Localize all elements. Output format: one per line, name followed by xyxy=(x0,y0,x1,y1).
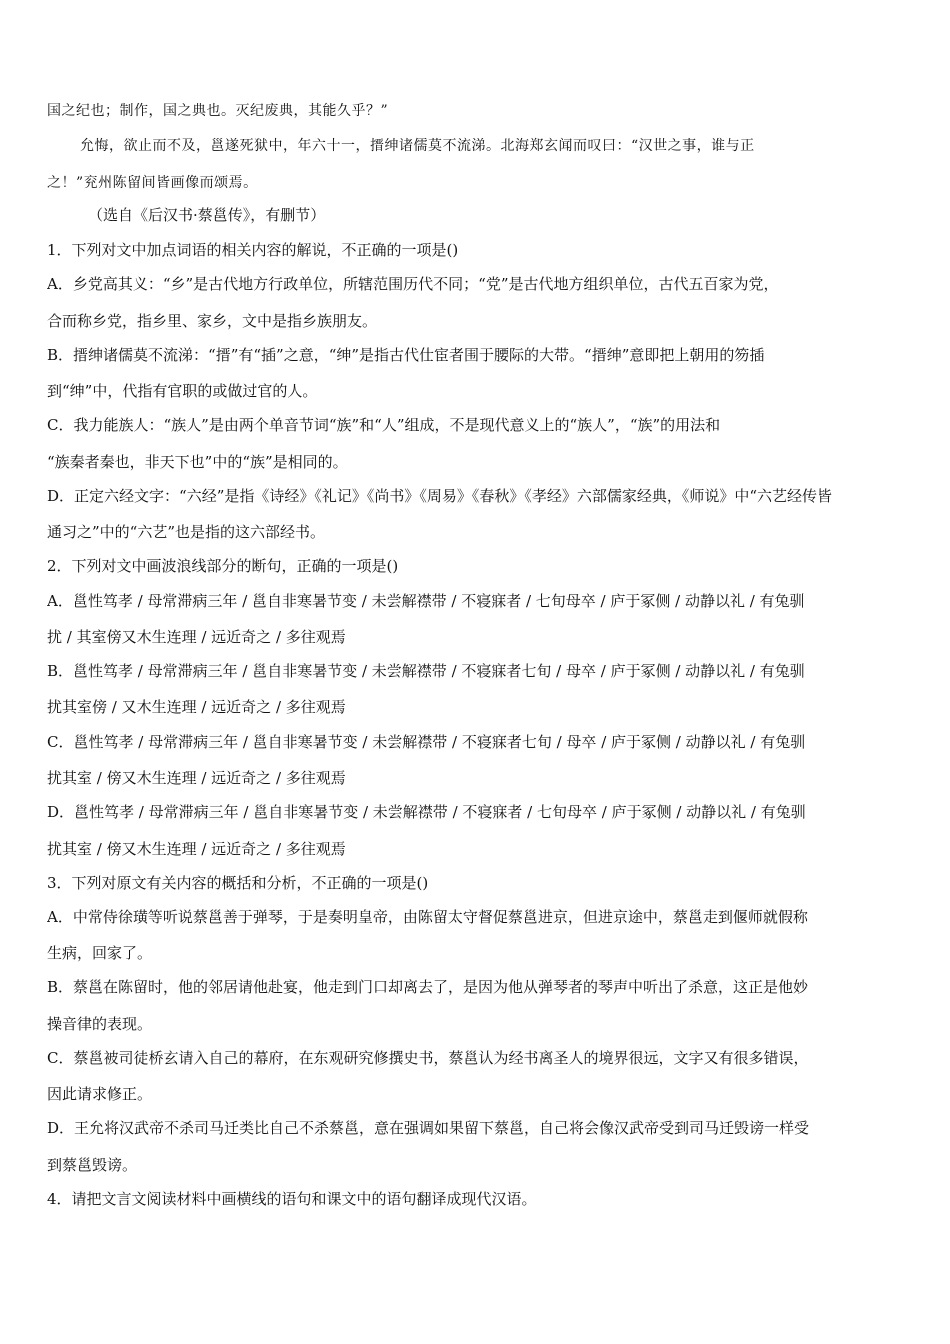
question-3-option-b-line-2: 操音律的表现。 xyxy=(47,1015,153,1033)
question-3-option-d-line-2: 到蔡邕毁谤。 xyxy=(47,1156,138,1174)
question-2-option-d-line-2: 扰其室 / 傍又木生连理 / 远近奇之 / 多往观焉 xyxy=(47,840,346,858)
question-2-option-b-line-1: B．邕性笃孝 / 母常滞病三年 / 邕自非寒暑节变 / 未尝解襟带 / 不寝寐者七旬 / 母卒 / 庐于冢侧 / 动静以礼 / 有兔驯 xyxy=(47,662,805,680)
passage-source: （选自《后汉书·蔡邕传》，有删节） xyxy=(88,206,326,224)
question-1-option-c-line-1: C．我力能族人：“族人”是由两个单音节词“族”和“人”组成，不是现代意义上的“族人”，“族”的用法和 xyxy=(47,416,721,434)
question-2-stem: 2．下列对文中画波浪线部分的断句，正确的一项是() xyxy=(47,557,399,575)
question-1-stem: 1．下列对文中加点词语的相关内容的解说，不正确的一项是() xyxy=(47,241,459,259)
question-2-option-d-line-1: D．邕性笃孝 / 母常滞病三年 / 邕自非寒暑节变 / 未尝解襟带 / 不寝寐者 / 七旬母卒 / 庐于冢侧 / 动静以礼 / 有兔驯 xyxy=(47,803,806,821)
question-2-option-c-line-2: 扰其室 / 傍又木生连理 / 远近奇之 / 多往观焉 xyxy=(47,769,346,787)
question-3-option-b-line-1: B．蔡邕在陈留时，他的邻居请他赴宴，他走到门口却离去了，是因为他从弹琴者的琴声中听出了杀意，这正是他妙 xyxy=(47,978,809,996)
question-3-stem: 3．下列对原文有关内容的概括和分析，不正确的一项是() xyxy=(47,874,429,892)
question-1-option-b-line-2: 到“绅”中，代指有官职的或做过官的人。 xyxy=(47,382,318,400)
question-1-option-c-line-2: “族秦者秦也，非天下也”中的“族”是相同的。 xyxy=(47,453,348,471)
question-1-option-d-line-1: D．正定六经文字：“六经”是指《诗经》《礼记》《尚书》《周易》《春秋》《孝经》六部儒家经典，《师说》中“六艺经传皆 xyxy=(47,487,833,505)
passage-line-3: 之！”兖州陈留间皆画像而颂焉。 xyxy=(47,175,258,191)
passage-line-2: 允悔，欲止而不及，邕遂死狱中，年六十一，搢绅诸儒莫不流涕。北海郑玄闻而叹曰：“汉世之事，谁与正 xyxy=(80,138,755,154)
question-3-option-a-line-2: 生病，回家了。 xyxy=(47,944,153,962)
passage-line-1: 国之纪也；制作，国之典也。灭纪废典，其能久乎？” xyxy=(47,103,389,119)
question-2-option-a-line-2: 扰 / 其室傍又木生连理 / 远近奇之 / 多往观焉 xyxy=(47,628,346,646)
question-2-option-b-line-2: 扰其室傍 / 又木生连理 / 远近奇之 / 多往观焉 xyxy=(47,698,346,716)
question-2-option-a-line-1: A．邕性笃孝 / 母常滞病三年 / 邕自非寒暑节变 / 未尝解襟带 / 不寝寐者 / 七旬母卒 / 庐于冢侧 / 动静以礼 / 有兔驯 xyxy=(47,592,805,610)
question-3-option-d-line-1: D．王允将汉武帝不杀司马迁类比自己不杀蔡邕，意在强调如果留下蔡邕，自己将会像汉武帝受到司马迁毁谤一样受 xyxy=(47,1119,810,1137)
question-3-option-c-line-1: C．蔡邕被司徒桥玄请入自己的幕府，在东观研究修撰史书，蔡邕认为经书离圣人的境界很远，文字又有很多错误， xyxy=(47,1049,809,1067)
question-3-option-a-line-1: A．中常侍徐璜等听说蔡邕善于弹琴，于是奏明皇帝，由陈留太守督促蔡邕进京，但进京途中，蔡邕走到偃师就假称 xyxy=(47,908,808,926)
question-1-option-b-line-1: B．搢绅诸儒莫不流涕：“搢”有“插”之意，“绅”是指古代仕宦者围于腰际的大带。“搢绅”意即把上朝用的笏插 xyxy=(47,346,765,364)
question-2-option-c-line-1: C．邕性笃孝 / 母常滞病三年 / 邕自非寒暑节变 / 未尝解襟带 / 不寝寐者七旬 / 母卒 / 庐于冢侧 / 动静以礼 / 有兔驯 xyxy=(47,733,806,751)
question-3-option-c-line-2: 因此请求修正。 xyxy=(47,1085,153,1103)
question-4-stem: 4．请把文言文阅读材料中画横线的语句和课文中的语句翻译成现代汉语。 xyxy=(47,1190,537,1208)
question-1-option-d-line-2: 通习之”中的“六艺”也是指的这六部经书。 xyxy=(47,523,326,541)
question-1-option-a-line-2: 合而称乡党，指乡里、家乡，文中是指乡族朋友。 xyxy=(47,312,378,330)
question-1-option-a-line-1: A．乡党高其义：“乡”是古代地方行政单位，所辖范围历代不同；“党”是古代地方组织单位，古代五百家为党， xyxy=(47,275,779,293)
